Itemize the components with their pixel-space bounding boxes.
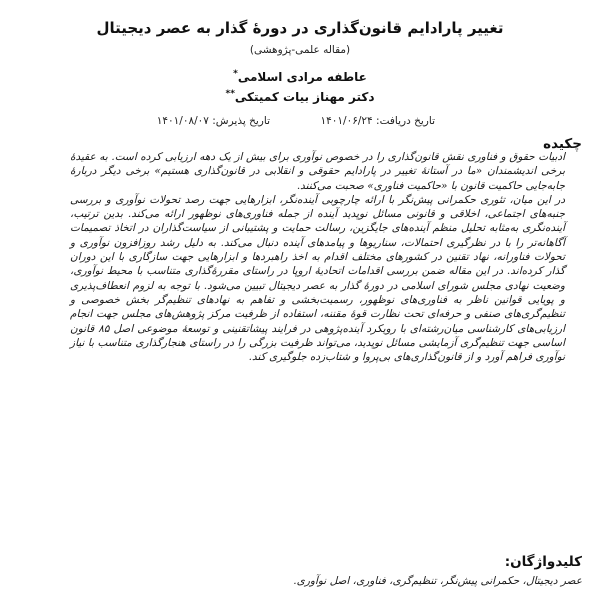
abstract-heading: چکیده [543, 136, 582, 152]
keywords-list: عصر دیجیتال، حکمرانی پیش‌نگر، تنظیم‌گری، فناوری، اصل نوآوری. [293, 575, 582, 587]
author-footnote-mark: * [233, 69, 238, 79]
abstract-paragraph: در این میان، تئوری حکمرانی پیش‌نگر با ارائه چارچوبی آینده‌نگر، ابزارهایی جهت رصد تحولات نوآوری و بررسی جنبه‌های اجتماعی، اخلاقی و قانونی مسائل نوپدید آینده از جمله فناوری‌های نوظهور ارائه می‌کند. بدین ترتیب، آینده‌نگری به‌مثابه تحلیل منظم آینده‌های جایگزین، رسالت حمایت و پشتیبانی از سیاست‌گذاران در اتخاذ تصمیمات آگاهانه‌تر را با در نظرگیری احتمالات، سناریوها و پیامدهای آینده دنبال می‌کند. به دلیل رشد روزافزون نوآوری و تحولات فناورانه، نهاد تقنین در کشورهای مختلف اقدام به اخذ راهبردها و ابزارهایی جهت سازگاری با این دوران گذار کرده‌اند. در این مقاله ضمن بررسی اقدامات اتحادیهٔ اروپا در راستای مقررهٔ‌گذاری متناسب با محیط نوآوری، وضعیت نهادی مجلس شورای اسلامی در دورهٔ گذار به عصر دیجیتال تبیین می‌شود. با توجه به لزوم انعطاف‌پذیری و پویایی قوانین ناظر به فناوری‌های نوظهور، رسمیت‌بخشی و تفاهم به نهادهای تنظیم‌گر بخش خصوصی و تنظیم‌گری‌های صنفی و حرفه‌ای تحت نظارت قوهٔ مقننه، استفاده از ظرفیت مرکز پژوهش‌های مجلس جهت انجام ارزیابی‌های کارشناسی میان‌رشته‌ای با رویکرد آینده‌پژوهی در فرایند پیشاتقنینی و توسعهٔ موضوعی اصل ۸۵ قانون اساسی جهت تنظیم‌گری آزمایشی مسائل نوپدید، می‌تواند ظرفیت بزرگی را در راستای هنجارگذاری متناسب با نیاز نوآوری فراهم آورد و از قانون‌گذاری‌های بی‌پروا و شتاب‌زده جلوگیری کند. [70, 193, 565, 364]
abstract-body [70, 150, 565, 364]
author-2 [0, 86, 600, 105]
article-type: (مقاله علمی-پژوهشی) [249, 44, 351, 56]
author-name: عاطفه مرادی اسلامی [237, 70, 367, 84]
author-footnote-mark: ** [225, 89, 235, 99]
author-1 [0, 66, 600, 85]
abstract-paragraph: ادبیات حقوق و فناوری نقش قانون‌گذاری را در خصوص نوآوری برای بیش از یک دهه ارزیابی کرده است. به عقیدهٔ برخی اندیشمندان «ما در آستانهٔ تغییر در پارادایم حقوقی و انقلابی در قانون‌گذاری هستیم» برخی دیگر دربارهٔ جابه‌جایی حاکمیت قانون با «حاکمیت فناوری» صحبت می‌کنند. [70, 151, 565, 192]
keywords-heading: کلیدواژگان: [504, 554, 582, 570]
paper-title: تغییر پارادایم قانون‌گذاری در دورهٔ گذار به عصر دیجیتال [96, 19, 504, 37]
date-accepted: تاریخ پذیرش: ۱۴۰۱/۰۸/۰۷ [156, 115, 270, 127]
date-received: تاریخ دریافت: ۱۴۰۱/۰۶/۲۴ [320, 115, 435, 127]
author-name: دکتر مهناز بیات کمیتکی [234, 90, 375, 104]
